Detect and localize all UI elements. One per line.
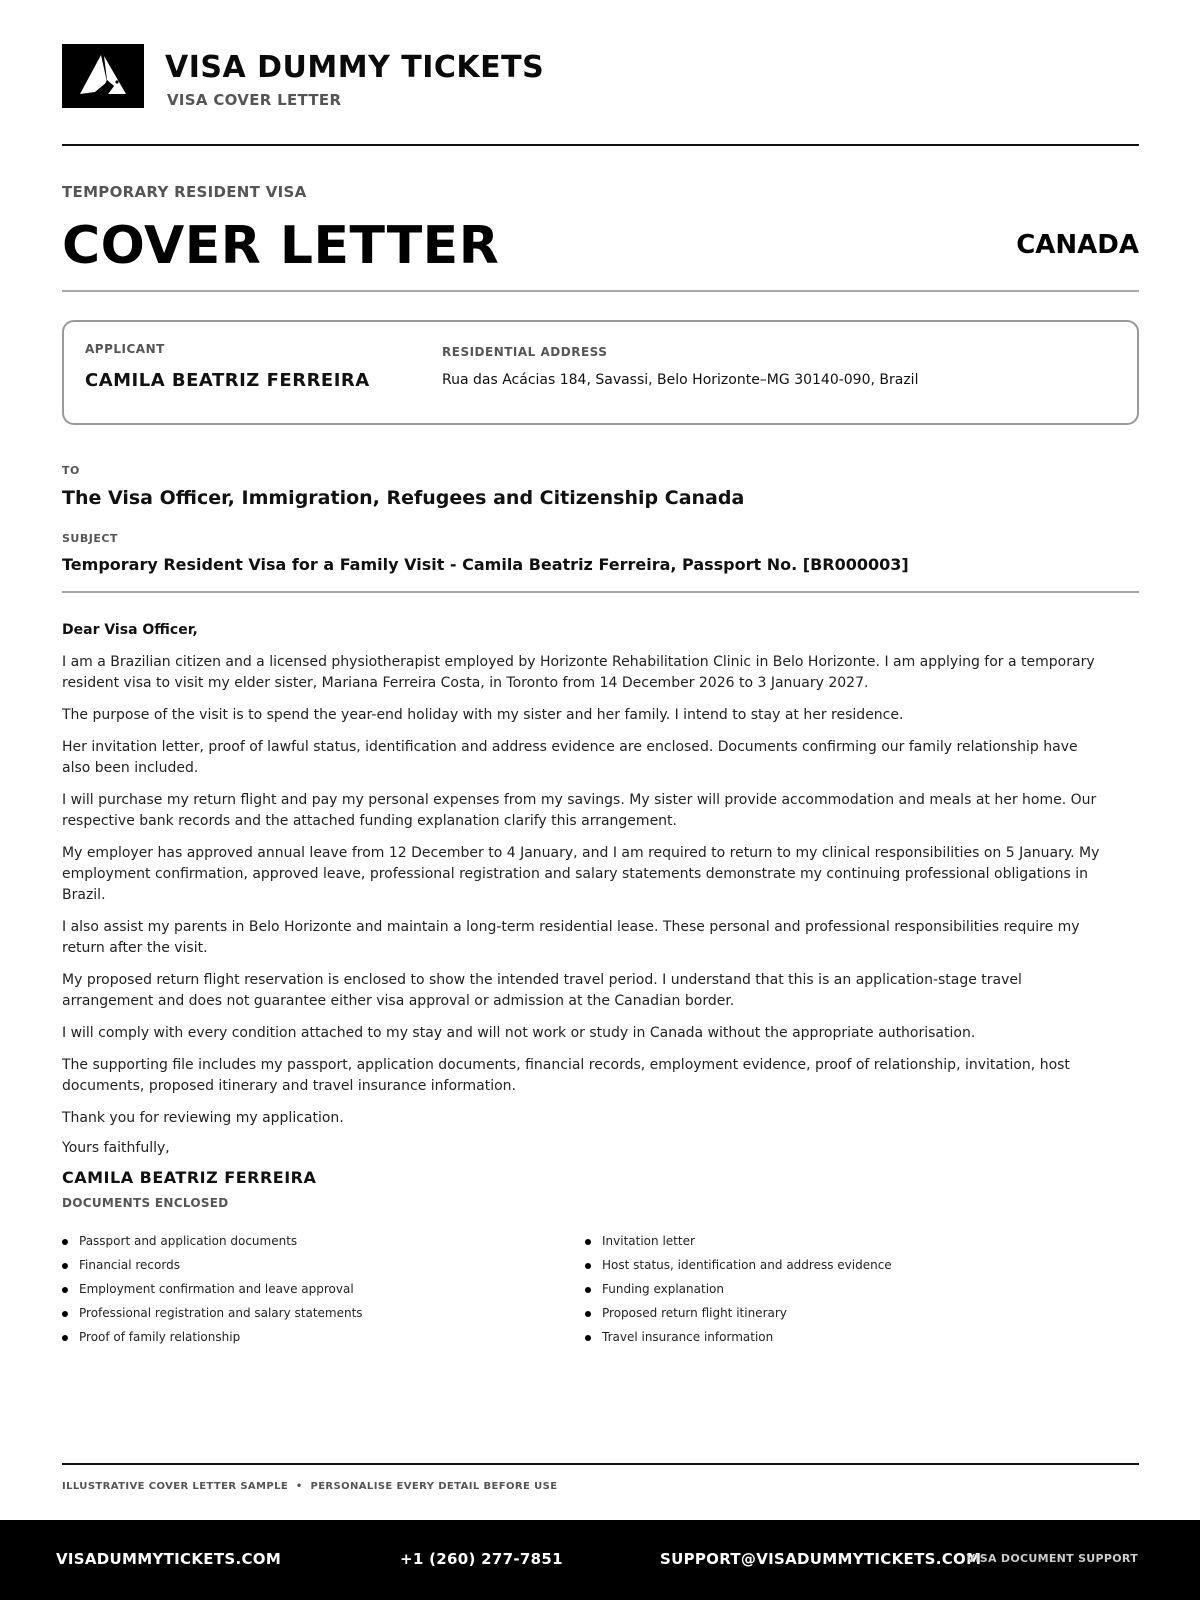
list-item: Host status, identification and address evidence bbox=[585, 1257, 892, 1281]
sample-disclaimer: ILLUSTRATIVE COVER LETTER SAMPLE • PERSONALISE EVERY DETAIL BEFORE USE bbox=[62, 1481, 558, 1492]
footer-email-link[interactable]: SUPPORT@VISADUMMYTICKETS.COM bbox=[660, 1550, 982, 1568]
subject-label: SUBJECT bbox=[62, 532, 118, 545]
document-title: COVER LETTER bbox=[62, 216, 500, 276]
documents-column-left bbox=[62, 1233, 363, 1353]
documents-label: DOCUMENTS ENCLOSED bbox=[62, 1196, 229, 1210]
letter-paragraph: I will comply with every condition attached to my stay and will not work or study in Canada without the appropriate authorisation. bbox=[62, 1025, 976, 1041]
brand-subtitle: VISA COVER LETTER bbox=[167, 91, 342, 109]
letter-paragraph: I will purchase my return flight and pay my personal expenses from my savings. My sister will provide accommodation and meals at her home. Our respective bank records and the attached funding explanation clarify this arrangement. bbox=[62, 792, 1097, 829]
brand-name: VISA DUMMY TICKETS bbox=[165, 50, 545, 85]
paper-plane-mountain-icon bbox=[62, 44, 144, 108]
letter-paragraph: My proposed return flight reservation is enclosed to show the intended travel period. I understand that this is an application-stage travel arrangement and does not guarantee either visa approval or admission at the Canadian border. bbox=[62, 972, 1022, 1009]
list-item: Proposed return flight itinerary bbox=[585, 1305, 892, 1329]
subject-value: Temporary Resident Visa for a Family Visit - Camila Beatriz Ferreira, Passport No. [BR000003] bbox=[62, 555, 909, 574]
footer-website-link[interactable]: VISADUMMYTICKETS.COM bbox=[56, 1550, 282, 1568]
letter-body bbox=[62, 622, 1102, 1210]
recipient-label: TO bbox=[62, 464, 80, 477]
footer-divider bbox=[62, 1463, 1139, 1465]
recipient-value: The Visa Officer, Immigration, Refugees and Citizenship Canada bbox=[62, 487, 745, 509]
list-item: Professional registration and salary statements bbox=[62, 1305, 363, 1329]
footer-tagline: VISA DOCUMENT SUPPORT bbox=[966, 1552, 1138, 1565]
applicant-name: CAMILA BEATRIZ FERREIRA bbox=[85, 370, 370, 391]
footer-phone[interactable]: +1 (260) 277-7851 bbox=[400, 1550, 563, 1568]
visa-type: TEMPORARY RESIDENT VISA bbox=[62, 183, 307, 201]
letter-paragraph: Thank you for reviewing my application. bbox=[62, 1110, 344, 1126]
letter-paragraph: My employer has approved annual leave from 12 December to 4 January, and I am required to return to my clinical responsibilities on 5 January. My employment confirmation, approved leave, professional registration and salary statements demonstrate my continuing professional obligations in Brazil. bbox=[62, 845, 1100, 903]
applicant-card bbox=[62, 320, 1139, 425]
list-item: Funding explanation bbox=[585, 1281, 892, 1305]
footer-bar bbox=[0, 1520, 1200, 1600]
list-item: Employment confirmation and leave approval bbox=[62, 1281, 363, 1305]
signer-name: CAMILA BEATRIZ FERREIRA bbox=[62, 1168, 317, 1187]
letter-paragraph: The supporting file includes my passport, application documents, financial records, employment evidence, proof of relationship, invitation, host documents, proposed itinerary and travel insurance information. bbox=[62, 1057, 1070, 1094]
list-item: Travel insurance information bbox=[585, 1329, 892, 1353]
residential-address: Rua das Acácias 184, Savassi, Belo Horizonte–MG 30140-090, Brazil bbox=[442, 372, 919, 388]
list-item: Proof of family relationship bbox=[62, 1329, 363, 1353]
letter-paragraph: The purpose of the visit is to spend the year-end holiday with my sister and her family. I intend to stay at her residence. bbox=[62, 707, 904, 723]
list-item: Financial records bbox=[62, 1257, 363, 1281]
subject-divider bbox=[62, 591, 1139, 593]
address-label: RESIDENTIAL ADDRESS bbox=[442, 345, 608, 359]
destination-country: CANADA bbox=[1016, 230, 1139, 260]
documents-column-right bbox=[585, 1233, 892, 1353]
letter-paragraph: I also assist my parents in Belo Horizonte and maintain a long-term residential lease. These personal and professional responsibilities require my return after the visit. bbox=[62, 919, 1080, 956]
letter-paragraph: I am a Brazilian citizen and a licensed physiotherapist employed by Horizonte Rehabilitation Clinic in Belo Horizonte. I am applying for a temporary resident visa to visit my elder sister, Mariana Ferreira Costa, in Toronto from 14 December 2026 to 3 January 2027. bbox=[62, 654, 1095, 691]
salutation: Dear Visa Officer, bbox=[62, 622, 198, 638]
applicant-label: APPLICANT bbox=[85, 342, 165, 356]
title-divider bbox=[62, 290, 1139, 292]
list-item: Invitation letter bbox=[585, 1233, 892, 1257]
closing: Yours faithfully, bbox=[62, 1140, 170, 1156]
letter-paragraph: Her invitation letter, proof of lawful status, identification and address evidence are enclosed. Documents confirming our family relationship have also been included. bbox=[62, 739, 1078, 776]
brand-header bbox=[62, 44, 662, 108]
header-divider bbox=[62, 144, 1139, 146]
brand-logo bbox=[62, 44, 144, 108]
list-item: Passport and application documents bbox=[62, 1233, 363, 1257]
